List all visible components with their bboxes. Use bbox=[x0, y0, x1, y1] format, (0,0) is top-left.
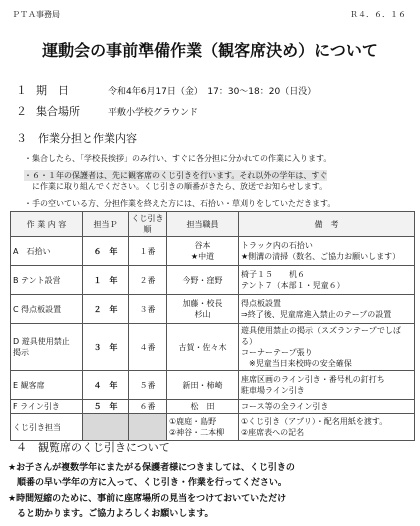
assignment-table bbox=[10, 211, 415, 441]
info-place-number: ２ bbox=[16, 105, 27, 118]
table-row bbox=[11, 371, 415, 400]
section-4-note-2: ★時間短縮のために、事前に座席場所の見当をつけておいていただけ bbox=[8, 494, 287, 504]
grade-cell: ６ 年 bbox=[83, 237, 129, 266]
grade-cell-empty bbox=[83, 414, 129, 441]
task-cell: F ライン引き bbox=[11, 400, 83, 414]
document-date: Ｒ４．６．１６ bbox=[350, 10, 406, 19]
table-header-row bbox=[11, 212, 415, 237]
note-cell: 遊具使用禁止の掲示（スズランテープでしばる） コーナーテープ張り ※児童当日来校時の安全確保 bbox=[239, 324, 415, 371]
note-cell: ①くじ引き（アプリ）・配名用紙を渡す。 ②座席表への記名 bbox=[239, 414, 415, 441]
staff-cell: 加藤・校長 杉山 bbox=[167, 295, 239, 324]
header-notes: 備 考 bbox=[239, 212, 415, 237]
organization-label: ＰＴＡ事務局 bbox=[12, 10, 60, 19]
order-cell: ６番 bbox=[129, 400, 167, 414]
note-cell: 得点板設置 ⇒終了後、児童席進入禁止のテープの設置 bbox=[239, 295, 415, 324]
grade-cell: ３ 年 bbox=[83, 324, 129, 371]
page-title: 運動会の事前準備作業（観客席決め）について bbox=[42, 41, 378, 60]
note-cell: 椅子１５ 机６ テント７（本部１・児童６） bbox=[239, 266, 415, 295]
table-row bbox=[11, 237, 415, 266]
info-place-value: 平敷小学校グラウンド bbox=[108, 108, 199, 118]
order-cell: ５番 bbox=[129, 371, 167, 400]
staff-cell: 古賀・佐々木 bbox=[167, 324, 239, 371]
order-cell: ３番 bbox=[129, 295, 167, 324]
staff-cell: 新田・柿崎 bbox=[167, 371, 239, 400]
section-3-bullet-2: ・６・１年の保護者は、先に観客席のくじ引きを行います。それ以外の学年は、すぐ bbox=[24, 171, 328, 180]
task-cell: C 得点板設置 bbox=[11, 295, 83, 324]
section-4-note-2-cont: ると助かります。ご協力よろしくお願いします。 bbox=[8, 509, 214, 519]
table-row bbox=[11, 324, 415, 371]
order-cell: ２番 bbox=[129, 266, 167, 295]
task-cell: E 観客席 bbox=[11, 371, 83, 400]
info-place-label: 集合場所 bbox=[36, 105, 80, 118]
table-row bbox=[11, 295, 415, 324]
info-date-number: １ bbox=[16, 84, 27, 97]
note-cell: コース等の全ライン引き bbox=[239, 400, 415, 414]
grade-cell: ５ 年 bbox=[83, 400, 129, 414]
section-3-bullet-3: に作業に取り組んでください。くじ引きの順番がきたら、放送でお知らせします。 bbox=[24, 182, 328, 191]
staff-cell: 松 田 bbox=[167, 400, 239, 414]
table-row bbox=[11, 266, 415, 295]
note-cell: トラック内の石拾い ★側溝の清掃（数名、ご協力お願いします） bbox=[239, 237, 415, 266]
header-staff: 担当職員 bbox=[167, 212, 239, 237]
order-cell: １番 bbox=[129, 237, 167, 266]
task-cell: A 石拾い bbox=[11, 237, 83, 266]
task-cell: B テント設営 bbox=[11, 266, 83, 295]
grade-cell: ２ 年 bbox=[83, 295, 129, 324]
grade-cell: ４ 年 bbox=[83, 371, 129, 400]
header-grade: 担当Ｐ bbox=[83, 212, 129, 237]
info-date-label: 期 日 bbox=[36, 84, 69, 97]
order-cell-empty bbox=[129, 414, 167, 441]
table-row bbox=[11, 400, 415, 414]
section-3-bullet-4: ・手の空いている方、分担作業を終えた方には、石拾い・草刈りをしていただきます。 bbox=[24, 199, 336, 208]
section-3-bullet-1: ・集合したら、「学校長挨拶」のみ行い、すぐに各分担に分かれての作業に入ります。 bbox=[24, 154, 332, 163]
task-cell: D 遊具使用禁止 掲示 bbox=[11, 324, 83, 371]
staff-cell: 谷本 ★中道 bbox=[167, 237, 239, 266]
info-date-value: 令和4年6月17日（金） 17：30～18：20（日没） bbox=[108, 87, 317, 97]
section-3-heading: ３ 作業分担と作業内容 bbox=[16, 132, 137, 145]
table-row bbox=[11, 414, 415, 441]
staff-cell: ①鹿庭・島野 ②神谷・二本柳 bbox=[167, 414, 239, 441]
header-lottery-order: くじ引き順 bbox=[129, 212, 167, 237]
header-task: 作 業 内 容 bbox=[11, 212, 83, 237]
note-cell: 座席区画のライン引き・番号札の釘打ち 駐車場ライン引き bbox=[239, 371, 415, 400]
section-4-note-1-cont: 順番の早い学年の方に入って、くじ引き・作業を行ってください。 bbox=[8, 478, 287, 488]
order-cell: ４番 bbox=[129, 324, 167, 371]
staff-cell: 今野・窪野 bbox=[167, 266, 239, 295]
section-4-heading: ４ 観覧席のくじ引きについて bbox=[16, 441, 170, 454]
grade-cell: １ 年 bbox=[83, 266, 129, 295]
section-4-note-1: ★お子さんが複数学年にまたがる保護者様につきましては、くじ引きの bbox=[8, 463, 295, 473]
task-cell: くじ引き担当 bbox=[11, 414, 83, 441]
